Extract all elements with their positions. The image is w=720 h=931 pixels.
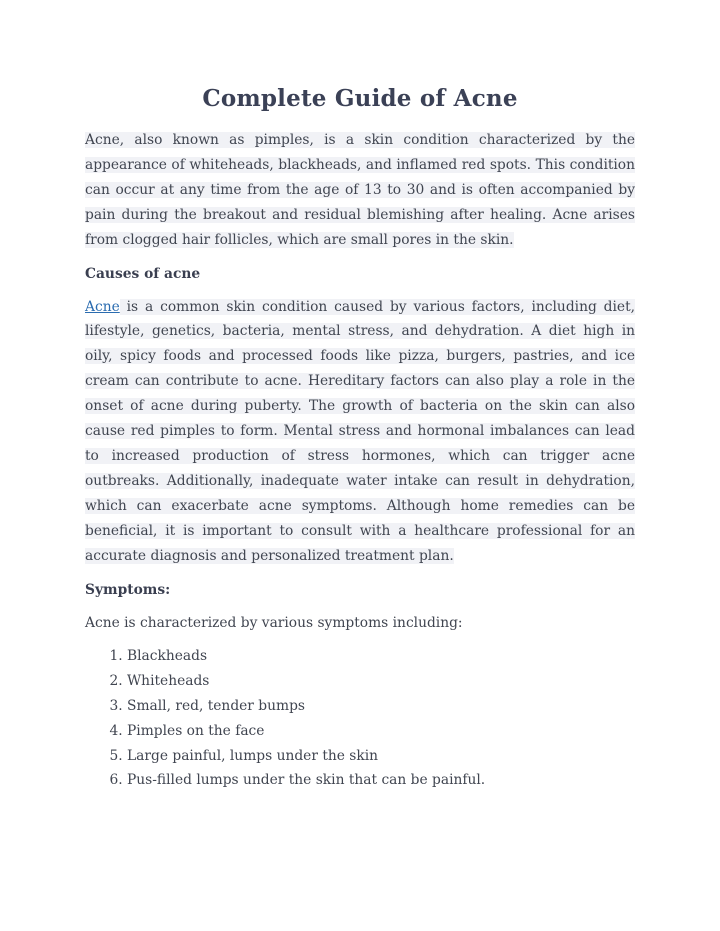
document-page	[85, 84, 635, 793]
symptoms-intro: Acne is characterized by various symptoms including:	[85, 614, 463, 631]
causes-text: is a common skin condition caused by various factors, including diet, lifestyle, genetics, bacteria, mental stress, and dehydration. A diet high in oily, spicy foods and processed foods like pizza, burgers, pastries, and ice cream can contribute to acne. Hereditary factors can also play a role in the onset of acne during puberty. The growth of bacteria on the skin can also cause red pimples to form. Mental stress and hormonal imbalances can lead to increased production of stress hormones, which can trigger acne outbreaks. Additionally, inadequate water intake can result in dehydration, which can exacerbate acne symptoms. Although home remedies can be beneficial, it is important to consult with a healthcare professional for an accurate diagnosis and personalized treatment plan.	[85, 298, 635, 564]
symptoms-list	[85, 644, 635, 793]
page-title: Complete Guide of Acne	[202, 85, 518, 112]
list-item: 5. Large painful, lumps under the skin	[127, 744, 635, 769]
symptoms-heading: Symptoms:	[85, 581, 171, 598]
list-item: 1. Blackheads	[127, 644, 635, 669]
intro-paragraph	[85, 128, 635, 253]
intro-text: Acne, also known as pimples, is a skin condition characterized by the appearance of whiteheads, blackheads, and inflamed red spots. This condition can occur at any time from the age of 13 to 30 and is often accompanied by pain during the breakout and residual blemishing after healing. Acne arises from clogged hair follicles, which are small pores in the skin.	[85, 132, 635, 248]
acne-link[interactable]: Acne	[85, 298, 120, 315]
causes-heading: Causes of acne	[85, 265, 201, 282]
causes-paragraph	[85, 295, 635, 569]
list-item: 3. Small, red, tender bumps	[127, 694, 635, 719]
list-item: 2. Whiteheads	[127, 669, 635, 694]
list-item: 4. Pimples on the face	[127, 719, 635, 744]
list-item: 6. Pus-filled lumps under the skin that can be painful.	[127, 768, 635, 793]
